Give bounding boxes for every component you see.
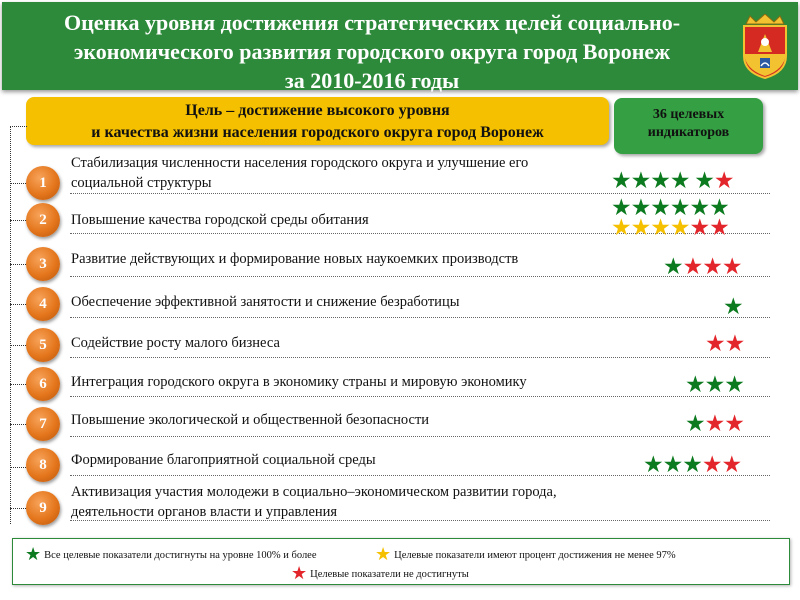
goal-text-line-1: Обеспечение эффективной занятости и снижение безработицы — [71, 294, 460, 310]
goal-row-2 — [10, 195, 762, 240]
red-star-icon: ★ — [701, 452, 722, 477]
legend — [12, 538, 790, 585]
goal-number-badge: 5 — [26, 328, 60, 362]
goal-row-7 — [10, 404, 762, 444]
indicators-line-2: индикаторов — [647, 125, 730, 140]
goal-text — [71, 333, 280, 353]
green-star-icon: ★ — [669, 168, 690, 193]
red-star-icon: ★ — [705, 331, 725, 356]
rating-stars — [685, 412, 744, 435]
legend-red-label: Целевые показатели не достигнуты — [310, 569, 469, 580]
legend-item-yellow — [375, 544, 676, 565]
green-star-icon: ★ — [663, 254, 683, 279]
green-star-icon: ★ — [682, 452, 702, 477]
yellow-star-icon: ★ — [630, 215, 651, 240]
goal-number-badge: 9 — [26, 491, 60, 525]
goal-banner — [26, 97, 609, 145]
red-star-icon: ★ — [682, 254, 703, 279]
goal-row-6 — [10, 364, 762, 404]
goal-text-line-1: Повышение экологической и общественной безопасности — [71, 412, 430, 428]
legend-yellow-label: Целевые показатели имеют процент достижения не менее 97% — [394, 550, 676, 561]
goal-text-line-1: Формирование благоприятной социальной среды — [71, 452, 376, 468]
goal-text-line-1: Повышение качества городской среды обитания — [71, 212, 369, 228]
goal-number-badge: 6 — [26, 367, 60, 401]
red-star-icon: ★ — [704, 411, 725, 436]
green-star-icon: ★ — [611, 168, 631, 193]
goal-number-badge: 1 — [26, 166, 60, 200]
goal-row-3 — [10, 244, 762, 284]
row-underline — [70, 436, 770, 437]
green-star-icon: ★ — [689, 195, 710, 220]
green-star-icon: ★ — [643, 452, 663, 477]
header-banner — [2, 2, 798, 93]
red-star-icon: ★ — [291, 563, 308, 583]
goal-line-2: и качества жизни населения городского округа город Воронеж — [91, 124, 544, 141]
red-star-icon: ★ — [721, 254, 742, 279]
row-underline — [70, 520, 770, 521]
yellow-star-icon: ★ — [611, 215, 631, 240]
red-star-icon: ★ — [724, 331, 745, 356]
goal-number-badge: 7 — [26, 407, 60, 441]
green-star-icon: ★ — [723, 294, 743, 319]
title-line-3: за 2010-2016 годы — [284, 68, 460, 93]
goal-line-1: Цель – достижение высокого уровня — [185, 102, 450, 119]
row-underline — [70, 357, 770, 358]
legend-green-label: Все целевые показатели достигнуты на уровне 100% и более — [44, 550, 317, 561]
legend-item-red — [291, 563, 469, 584]
green-star-icon: ★ — [611, 195, 631, 220]
goal-row-8 — [10, 447, 762, 487]
row-underline — [70, 317, 770, 318]
goal-number-badge: 2 — [26, 203, 60, 237]
goal-text-line-2: социальной структуры — [71, 175, 212, 191]
rating-stars — [643, 453, 741, 476]
rating-stars — [611, 216, 729, 239]
goal-number-badge: 4 — [26, 287, 60, 321]
red-star-icon: ★ — [702, 254, 722, 279]
title-line-1: Оценка уровня достижения стратегических целей социально- — [63, 10, 681, 35]
row-underline — [70, 193, 770, 194]
rating-stars — [685, 373, 744, 396]
goal-text — [71, 210, 369, 230]
yellow-star-icon: ★ — [650, 215, 670, 240]
red-star-icon: ★ — [713, 168, 734, 193]
goal-text — [71, 372, 527, 392]
rating-stars — [705, 332, 744, 355]
green-star-icon: ★ — [685, 372, 705, 397]
green-star-icon: ★ — [724, 372, 744, 397]
green-star-icon: ★ — [669, 195, 690, 220]
green-star-icon: ★ — [685, 411, 705, 436]
goal-text — [71, 482, 557, 522]
green-star-icon: ★ — [709, 195, 729, 220]
goal-row-4 — [10, 284, 762, 324]
goal-text-line-2: деятельности органов власти и управления — [71, 504, 338, 520]
row-underline — [70, 396, 770, 397]
rating-stars — [663, 255, 742, 278]
green-star-icon: ★ — [650, 195, 670, 220]
goal-text-line-1: Активизация участия молодежи в социально–экономическом развитии города, — [71, 484, 557, 500]
page-title — [22, 8, 722, 95]
goal-text-line-1: Стабилизация численности населения городского округа и улучшение его — [71, 155, 529, 171]
goal-text-line-1: Интеграция городского округа в экономику страны и мировую экономику — [71, 374, 527, 390]
indicators-line-1: 36 целевых — [652, 107, 725, 122]
goal-row-5 — [10, 325, 762, 365]
green-star-icon: ★ — [694, 168, 714, 193]
goal-number-badge: 3 — [26, 247, 60, 281]
goal-text — [71, 410, 429, 430]
green-star-icon: ★ — [630, 195, 651, 220]
green-star-icon: ★ — [25, 544, 42, 564]
yellow-star-icon: ★ — [669, 215, 690, 240]
yellow-star-icon: ★ — [375, 544, 392, 564]
rating-stars — [723, 295, 743, 318]
red-star-icon: ★ — [709, 215, 729, 240]
voronezh-coat-of-arms-icon — [740, 14, 790, 80]
goal-text — [71, 249, 518, 269]
green-star-icon: ★ — [630, 168, 651, 193]
goal-text — [71, 153, 528, 193]
red-star-icon: ★ — [689, 215, 710, 240]
rating-stars — [611, 169, 734, 192]
goal-row-9 — [10, 484, 762, 528]
goal-text — [71, 450, 376, 470]
green-star-icon: ★ — [704, 372, 725, 397]
title-line-2: экономического развития городского округа город Воронеж — [73, 39, 671, 64]
goal-text — [71, 292, 459, 312]
goal-text-line-1: Содействие росту малого бизнеса — [71, 335, 280, 351]
indicators-badge — [614, 98, 763, 154]
red-star-icon: ★ — [724, 411, 744, 436]
goal-number-badge: 8 — [26, 448, 60, 482]
green-star-icon: ★ — [650, 168, 670, 193]
goal-text-line-1: Развитие действующих и формирование новых наукоемких производств — [71, 251, 519, 267]
red-star-icon: ★ — [721, 452, 742, 477]
legend-item-green — [25, 544, 317, 565]
green-star-icon: ★ — [662, 452, 683, 477]
